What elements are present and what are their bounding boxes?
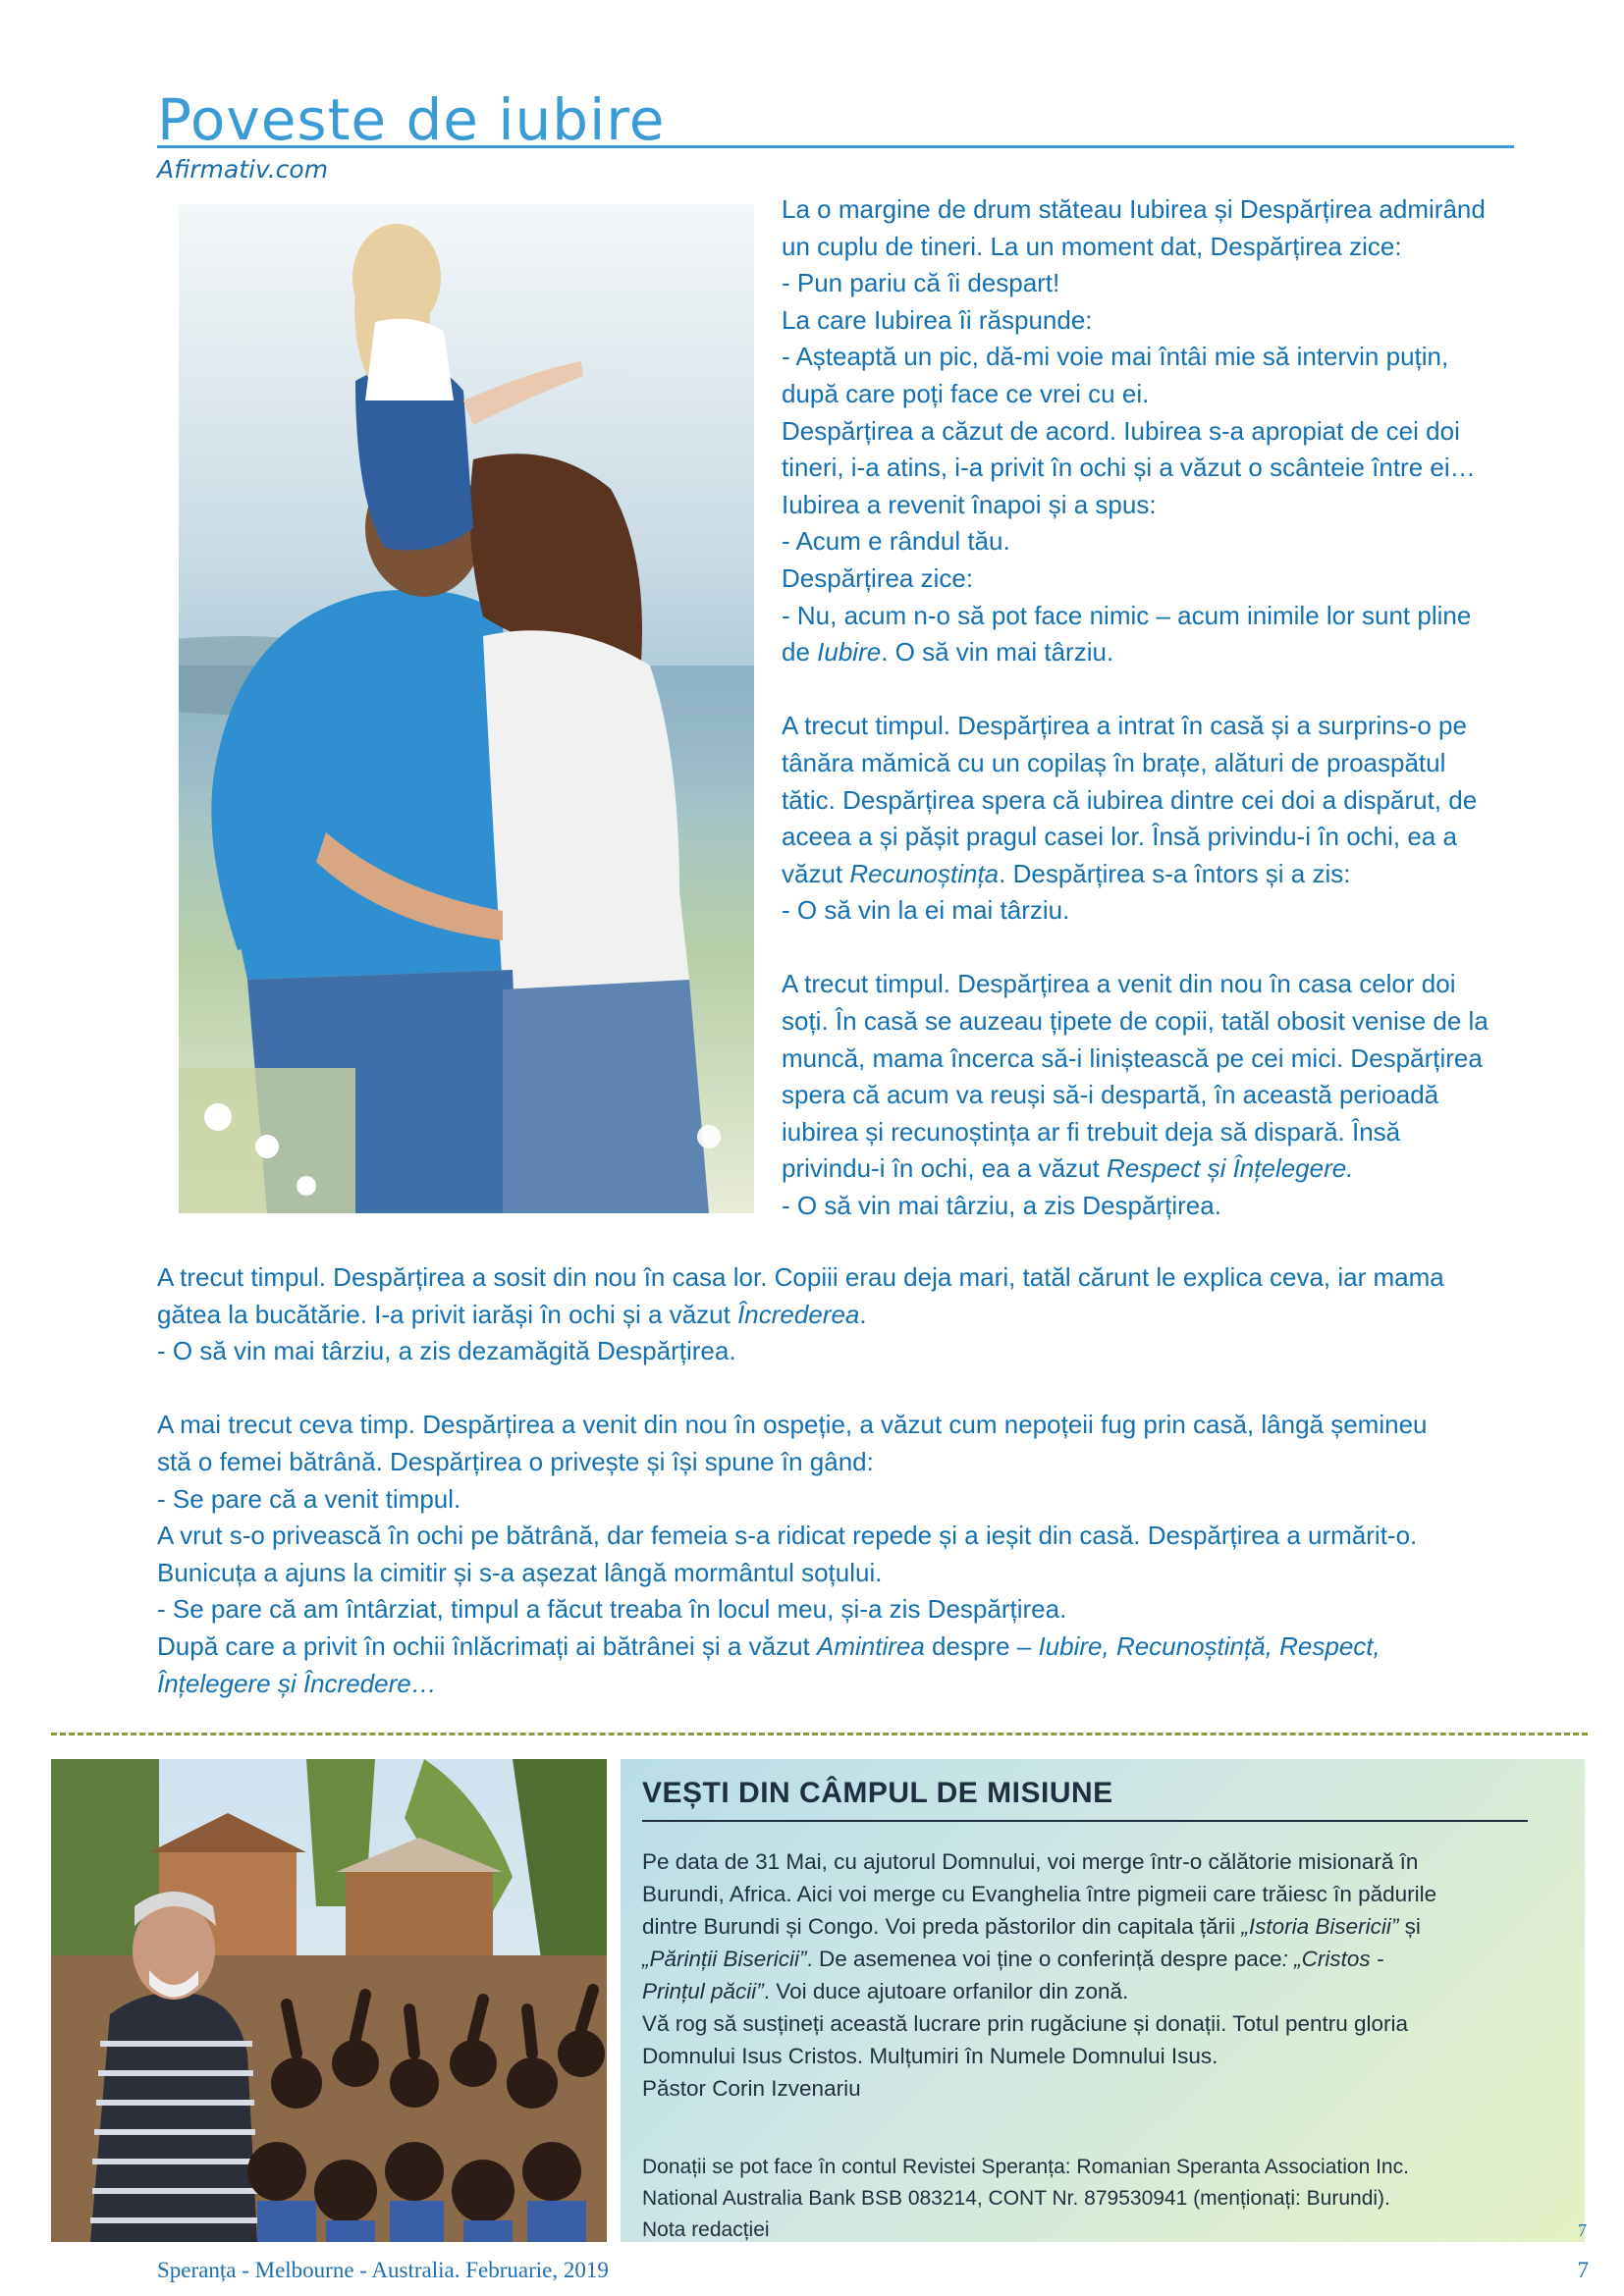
story-full-width — [157, 1259, 1571, 1702]
page-mark: 7 — [1578, 2220, 1587, 2240]
donation-line: Donații se pot face în contul Revistei Speranța: Romanian Speranta Association Inc. — [642, 2156, 1409, 2178]
story-line: - Se pare că am întârziat, timpul a făcut treaba în locul meu, și-a zis Despărțirea. — [157, 1594, 1067, 1625]
story-line: A vrut s-o privească în ochi pe bătrână, dar femeia s-a ridicat repede și a ieșit din casă. Despărțirea a urmărit-o. — [157, 1521, 1418, 1551]
mission-line: Vă rog să susțineți această lucrare prin rugăciune și donații. Totul pentru gloria — [642, 2011, 1409, 2036]
mission-news-box — [621, 1759, 1585, 2242]
story-line: - O să vin mai târziu, a zis dezamăgită Despărțirea. — [157, 1336, 736, 1366]
story-line: Iubirea a revenit înapoi și a spus: — [782, 489, 1157, 519]
story-text-fragment: . — [859, 1299, 867, 1329]
story-text-fragment: După care a privit în ochii înlăcrimați ai bătrânei și a văzut — [157, 1630, 817, 1661]
story-line — [782, 634, 1567, 671]
mission-line: Burundi, Africa. Aici voi merge cu Evanghelia între pigmeii care trăiesc în pădurile — [642, 1882, 1437, 1906]
mission-text — [642, 1845, 1555, 2105]
story-emphasis: Încrederea — [737, 1299, 860, 1329]
mission-text-fragment: și — [1398, 1914, 1421, 1939]
mission-heading-underline — [642, 1820, 1528, 1822]
donation-note — [642, 2152, 1555, 2246]
story-line: A mai trecut ceva timp. Despărțirea a venit din nou în ospeție, a văzut cum nepoțeii fug prin casă, lângă șemineu — [157, 1410, 1428, 1440]
page-title: Poveste de iubire — [157, 86, 666, 153]
mission-heading: VEȘTI DIN CÂMPUL DE MISIUNE — [642, 1777, 1113, 1809]
family-photo — [179, 204, 754, 1213]
mission-text-fragment: . De asemenea voi ține o conferință despre pace — [806, 1947, 1282, 1971]
story-line: Despărțirea a căzut de acord. Iubirea s-a apropiat de cei doi — [782, 415, 1460, 446]
donation-line: National Australia Bank BSB 083214, CONT Nr. 879530941 (menționați: Burundi). — [642, 2187, 1390, 2210]
story-text-fragment: privindu-i în ochi, ea a văzut — [782, 1153, 1107, 1184]
mission-line — [642, 1943, 1555, 1975]
story-line: - O să vin la ei mai târziu. — [782, 895, 1070, 926]
story-line: tânăra mămică cu un copilaș în brațe, alături de proaspătul — [782, 747, 1446, 777]
story-line — [157, 1666, 1571, 1703]
story-line: soți. În casă se auzeau țipete de copii, tatăl obosit venise de la — [782, 1006, 1489, 1037]
story-right-column — [782, 191, 1567, 1225]
story-line: - Acum e rândul tău. — [782, 526, 1010, 557]
mission-text-fragment: dintre Burundi și Congo. Voi preda păstorilor din capitala țării — [642, 1914, 1242, 1939]
story-text-fragment: . O să vin mai târziu. — [881, 637, 1114, 667]
story-line: Despărțirea zice: — [782, 562, 974, 593]
mission-line: Pe data de 31 Mai, cu ajutorul Domnului, voi merge într-o călătorie misionară în — [642, 1849, 1419, 1874]
mission-emphasis: : „Cristos - — [1281, 1947, 1384, 1971]
story-emphasis: Amintirea — [816, 1630, 925, 1661]
story-line: A trecut timpul. Despărțirea a intrat în casă și a surprins-o pe — [782, 711, 1467, 741]
mission-emphasis: „Părinții Bisericii” — [642, 1947, 807, 1971]
story-line: - Pun pariu că îi despart! — [782, 268, 1060, 298]
story-emphasis: Recunoștința — [849, 858, 1000, 888]
story-line: spera că acum va reuși să-i despartă, în această perioadă — [782, 1080, 1439, 1110]
story-line: un cuplu de tineri. La un moment dat, Despărțirea zice: — [782, 231, 1402, 261]
story-text-fragment: de — [782, 637, 818, 667]
story-line: La care Iubirea îi răspunde: — [782, 304, 1093, 335]
story-line — [157, 1629, 1571, 1666]
story-line: A trecut timpul. Despărțirea a venit din nou în casa celor doi — [782, 969, 1456, 999]
mission-emphasis: „Istoria Bisericii” — [1241, 1914, 1399, 1939]
story-emphasis: Înțelegere și Încredere… — [157, 1668, 437, 1698]
story-text-fragment: . Despărțirea s-a întors și a zis: — [999, 858, 1351, 888]
story-emphasis: Iubire — [817, 637, 882, 667]
story-line: - Nu, acum n-o să pot face nimic – acum inimile lor sunt pline — [782, 600, 1472, 630]
story-text-fragment: gătea la bucătărie. I-a privit iarăși în ochi și a văzut — [157, 1299, 738, 1329]
mission-line — [642, 1975, 1555, 2007]
story-text-fragment: despre – — [924, 1630, 1039, 1661]
mission-line: Domnului Isus Cristos. Mulțumiri în Numele Domnului Isus. — [642, 2044, 1218, 2068]
story-line: după care poți face ce vrei cu ei. — [782, 378, 1150, 408]
mission-line — [642, 1910, 1555, 1943]
mission-text-fragment: . Voi duce ajutoare orfanilor din zonă. — [763, 1979, 1129, 2003]
story-line — [782, 1150, 1567, 1188]
story-line: - Se pare că a venit timpul. — [157, 1483, 461, 1514]
story-line: stă o femei bătrână. Despărțirea o privește și își spune în gând: — [157, 1446, 874, 1476]
story-line: A trecut timpul. Despărțirea a sosit din nou în casa lor. Copiii erau deja mari, tatăl cărunt le explica ceva, iar mama — [157, 1262, 1444, 1292]
mission-photo — [51, 1759, 607, 2242]
story-line — [782, 856, 1567, 893]
story-line: - O să vin mai târziu, a zis Despărțirea. — [782, 1191, 1221, 1221]
story-line: muncă, mama încerca să-i liniștească pe cei mici. Despărțirea — [782, 1042, 1483, 1073]
story-line: aceea a și pășit pragul casei lor. Însă privindu-i în ochi, ea a — [782, 822, 1457, 852]
mission-emphasis: Prințul păcii” — [642, 1979, 764, 2003]
story-line: tineri, i-a atins, i-a privit în ochi și a văzut o scânteie între ei… — [782, 453, 1476, 483]
story-line: La o margine de drum stăteau Iubirea și Despărțirea admirând — [782, 194, 1486, 224]
story-line: tătic. Despărțirea spera că iubirea dintre cei doi a dispărut, de — [782, 784, 1478, 815]
mission-signature: Păstor Corin Izvenariu — [642, 2076, 861, 2101]
footer-publication: Speranța - Melbourne - Australia. Februarie, 2019 — [157, 2258, 609, 2282]
editorial-note: Nota redacției — [642, 2218, 770, 2241]
story-emphasis: Respect și Înțelegere. — [1106, 1153, 1354, 1184]
article-source: Afirmativ.com — [157, 155, 329, 184]
story-line: - Așteaptă un pic, dă-mi voie mai întâi mie să intervin puțin, — [782, 342, 1449, 372]
story-line — [157, 1297, 1571, 1334]
story-emphasis: Iubire, Recunoștință, Respect, — [1038, 1630, 1380, 1661]
page-number: 7 — [1577, 2258, 1589, 2282]
title-underline — [157, 145, 1514, 148]
section-divider — [51, 1733, 1588, 1735]
story-line: iubirea și recunoștința ar fi trebuit deja să dispară. Însă — [782, 1116, 1401, 1147]
story-line: Bunicuța a ajuns la cimitir și s-a așezat lângă mormântul soțului. — [157, 1557, 883, 1587]
story-text-fragment: văzut — [782, 858, 850, 888]
